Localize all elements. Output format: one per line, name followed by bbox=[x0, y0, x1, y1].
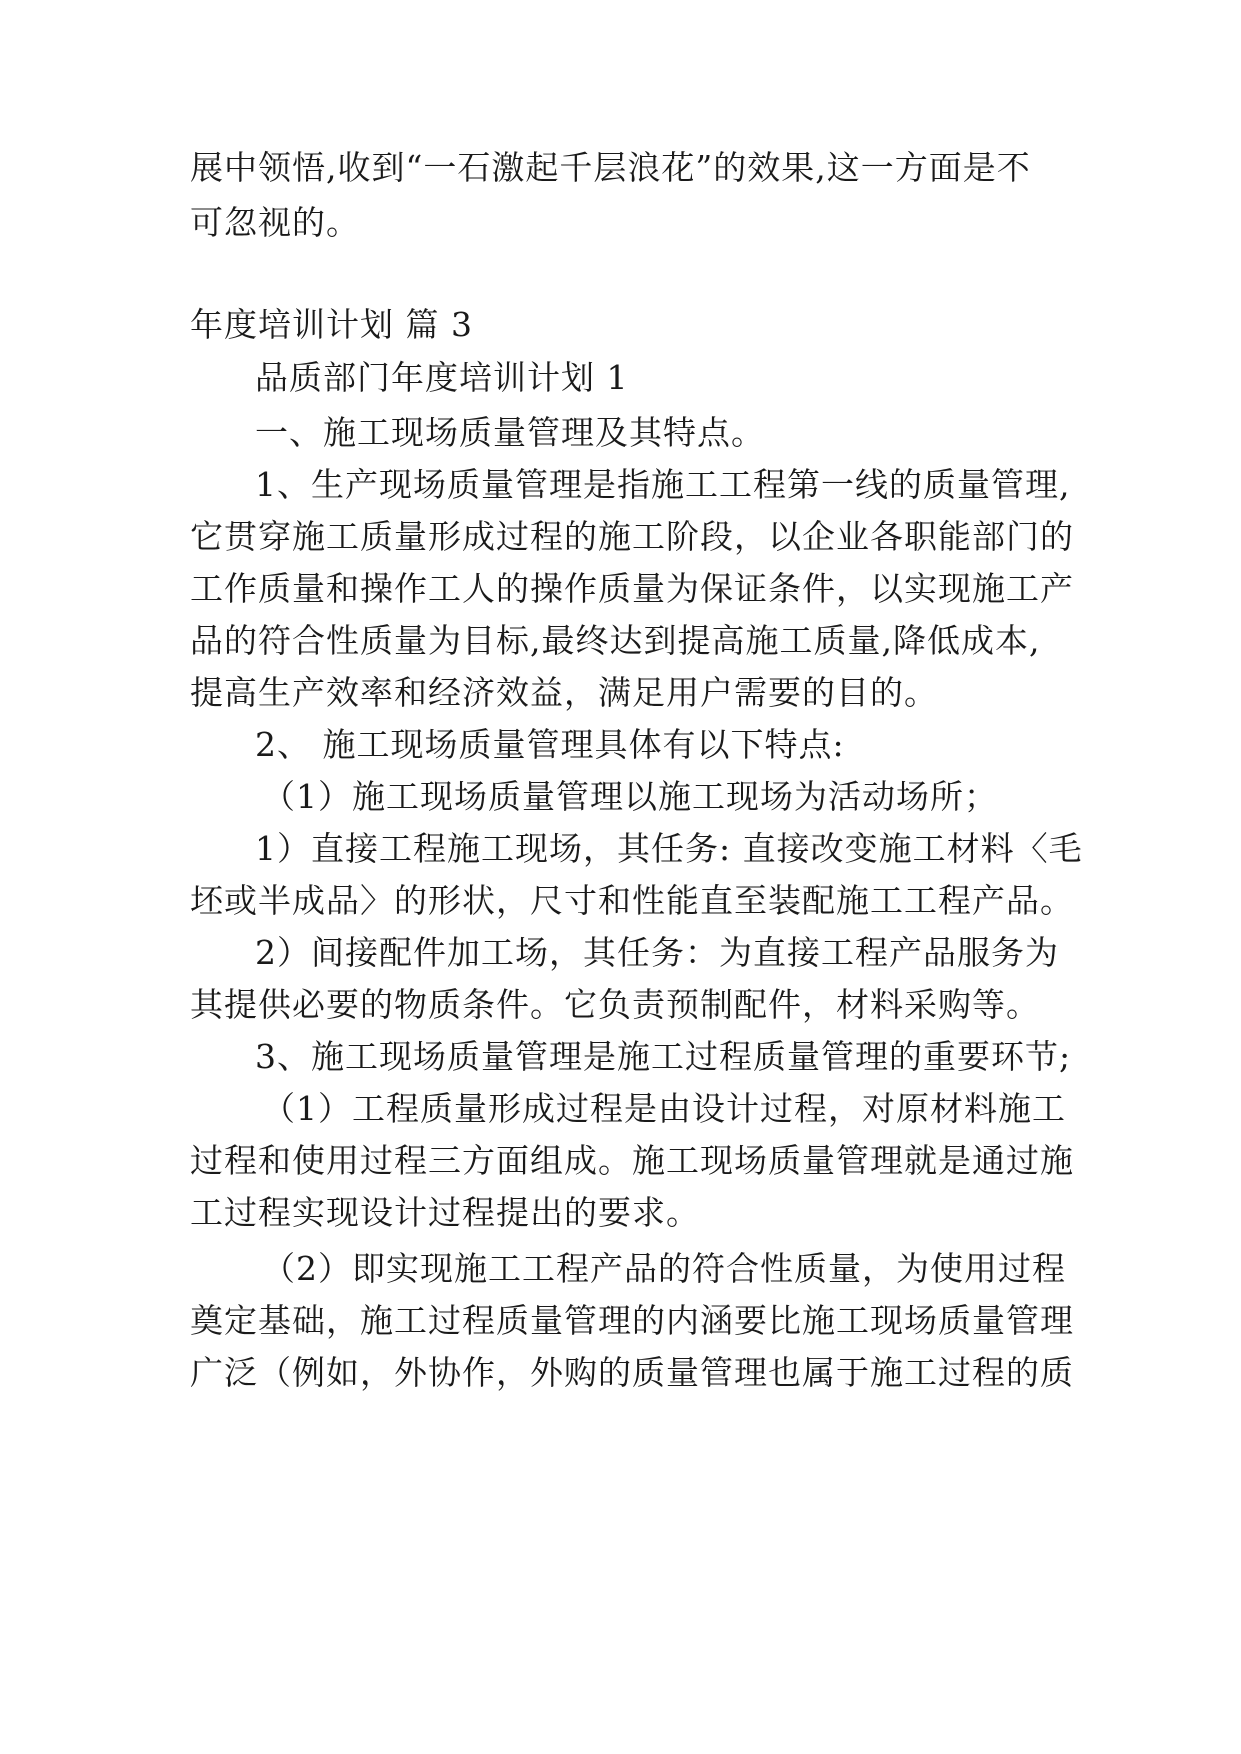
paragraph-line: 1）直接工程施工现场，其任务: 直接改变施工材料〈毛 bbox=[255, 829, 1083, 868]
paragraph-line-2: 可忽视的。 bbox=[190, 203, 360, 242]
paragraph-line: 它贯穿施工质量形成过程的施工阶段，以企业各职能部门的 bbox=[190, 517, 1074, 556]
paragraph-line: （2）即实现施工工程产品的符合性质量，为使用过程 bbox=[262, 1249, 1066, 1288]
paragraph-line: 2）间接配件加工场，其任务：为直接工程产品服务为 bbox=[255, 933, 1059, 972]
paragraph-line: 广泛（例如，外协作，外购的质量管理也属于施工过程的质 bbox=[190, 1353, 1074, 1392]
paragraph-line: 工过程实现设计过程提出的要求。 bbox=[190, 1193, 700, 1232]
paragraph-line: 奠定基础，施工过程质量管理的内涵要比施工现场质量管理 bbox=[190, 1301, 1074, 1340]
paragraph-line: 坯或半成品〉的形状，尺寸和性能直至装配施工工程产品。 bbox=[190, 881, 1074, 920]
paragraph-line: 提高生产效率和经济效益，满足用户需要的目的。 bbox=[190, 673, 938, 712]
paragraph-line: （1）工程质量形成过程是由设计过程，对原材料施工 bbox=[262, 1089, 1066, 1128]
paragraph-line: （1）施工现场质量管理以施工现场为活动场所； bbox=[262, 777, 998, 816]
section-heading: 年度培训计划 篇 3 bbox=[190, 305, 473, 344]
paragraph-line: 2、 施工现场质量管理具体有以下特点: bbox=[255, 725, 845, 764]
paragraph-line: 工作质量和操作工人的操作质量为保证条件，以实现施工产 bbox=[190, 569, 1074, 608]
paragraph-line: 其提供必要的物质条件。它负责预制配件，材料采购等。 bbox=[190, 985, 1040, 1024]
item-heading: 一、施工现场质量管理及其特点。 bbox=[255, 413, 765, 452]
paragraph-line: 品的符合性质量为目标,最终达到提高施工质量,降低成本, bbox=[190, 621, 1041, 660]
paragraph-line: 3、施工现场质量管理是施工过程质量管理的重要环节; bbox=[255, 1037, 1072, 1076]
paragraph-line: 1、生产现场质量管理是指施工工程第一线的质量管理, bbox=[255, 465, 1071, 504]
paragraph-line-1: 展中领悟,收到“一石激起千层浪花”的效果,这一方面是不 bbox=[190, 148, 1031, 187]
paragraph-line: 过程和使用过程三方面组成。施工现场质量管理就是通过施 bbox=[190, 1141, 1074, 1180]
subheading: 品质部门年度培训计划 1 bbox=[255, 358, 629, 397]
